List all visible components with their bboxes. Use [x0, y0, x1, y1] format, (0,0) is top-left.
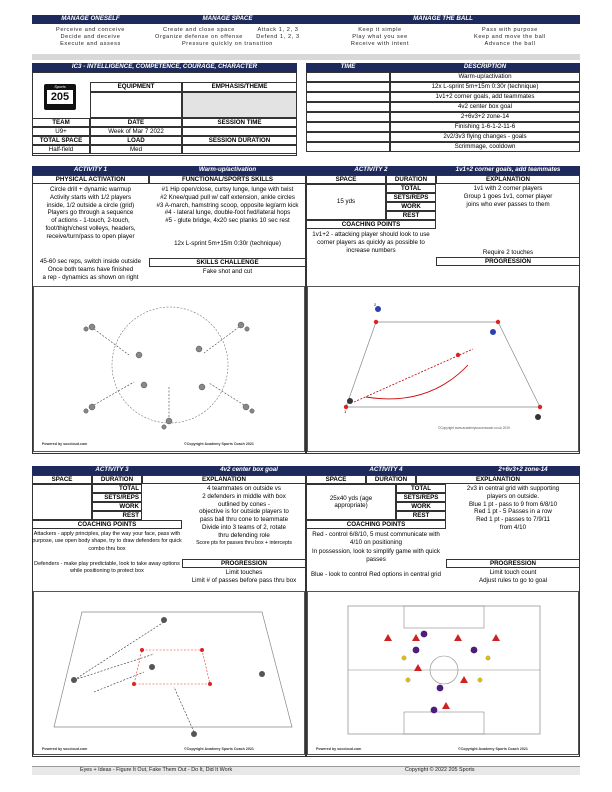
a4-rest: REST	[396, 511, 446, 520]
schedule-time	[306, 82, 390, 92]
activity-1-title: ACTIVITY 1	[32, 166, 149, 175]
session-time-header: SESSION TIME	[182, 118, 297, 127]
logo-sports-text: Sports	[54, 84, 66, 89]
a2-space-header: SPACE	[306, 175, 386, 184]
schedule-time	[306, 72, 390, 82]
schedule-time	[306, 132, 390, 142]
a3-coaching-text: Attackers - apply principles, play the way your face, pass with purpose, use open body shape, try to draw defenders for quick combo thru box	[32, 531, 182, 552]
a3-credit-left: Powered by soccloud.com	[42, 747, 88, 751]
a2-total: TOTAL	[386, 184, 436, 193]
a4-progression	[446, 569, 580, 585]
a4-duration-header: DURATION	[366, 475, 416, 484]
manage-space-left	[149, 27, 249, 41]
activity-3-diagram	[33, 591, 305, 755]
a3-duration-header: DURATION	[92, 475, 142, 484]
a4-explanation	[446, 485, 580, 532]
logo-number: 205	[47, 90, 73, 104]
a3-expl-line: 4 teammates on outside vs	[207, 485, 281, 492]
a1-right-line: #1 Hip open/close, curtsy lunge, lunge with twist	[161, 186, 294, 193]
manage-oneself-list	[32, 27, 149, 48]
a1-sprint-line: 12x L-sprint 5m+15m 0:30r (technique)	[174, 240, 281, 247]
a1-left-line: inside, 1/2 outside a circle (grid)	[46, 201, 135, 209]
activity-2-subtitle: 1v1+2 corner goals, add teammates	[436, 166, 580, 175]
space-line-bottom: Pressure quickly on transition	[181, 41, 274, 47]
a4-coaching-text-2: In possession, look to simplify game with quick passes	[312, 548, 440, 563]
a2-progression-note: Require 2 touches	[482, 249, 534, 256]
equipment-value	[90, 92, 182, 118]
ball-line: Advance the ball	[484, 41, 536, 47]
a4-expl-line: from 4/10	[499, 523, 527, 531]
ball-line: Keep it simple	[358, 27, 402, 33]
schedule-item: Scrimmage, cooldown	[390, 142, 580, 152]
footer-right: Copyright © 2022 205 Sports	[405, 767, 475, 773]
a1-right-line: #2 Knee/quad pull w/ calf extension, ankle circles	[160, 193, 295, 201]
schedule-time	[306, 102, 390, 112]
a4-space-header: SPACE	[306, 475, 366, 484]
space-line: Organize defense on offense	[155, 34, 243, 40]
physical-activation-text	[32, 186, 149, 241]
a4-expl-line: 2v3 in central grid with supporting	[466, 485, 560, 492]
date-header: DATE	[90, 118, 182, 127]
a3-space-header: SPACE	[32, 475, 92, 484]
ball-line: Play what you see	[352, 34, 408, 40]
activity-1-subtitle: Warm-up/activation	[149, 166, 306, 175]
activity-4-title: ACTIVITY 4	[306, 466, 466, 475]
schedule-time	[306, 112, 390, 122]
skills-challenge-header: SKILLS CHALLENGE	[149, 258, 306, 267]
schedule-table	[306, 72, 580, 152]
ball-line: Receive with intent	[350, 41, 410, 47]
session-duration-value	[182, 145, 297, 154]
a4-coaching-text: Red - control 6/8/10, 5 must communicate with 4/10 on positioning	[312, 531, 440, 546]
a4-expl-line: Red 1 pt - passes to 7/9/11	[476, 516, 550, 524]
session-duration-header: SESSION DURATION	[182, 136, 297, 145]
a3-expl-line: thru defending role	[218, 531, 270, 539]
a3-score-line: Score pts for passes thru box + intercepts	[196, 539, 292, 546]
emphasis-value	[182, 92, 297, 118]
a3-total: TOTAL	[92, 484, 142, 493]
a1-left-line: of actions - 1-touch, 2-touch,	[51, 217, 130, 225]
a2-explanation	[436, 185, 580, 208]
a4-credit-left: Powered by soccloud.com	[316, 747, 362, 751]
a3-explanation-header: EXPLANATION	[142, 475, 306, 484]
ball-line: Pass with purpose	[482, 27, 538, 33]
a3-coaching-header: COACHING POINTS	[32, 520, 182, 529]
a4-progression-header: PROGRESSION	[446, 559, 580, 568]
a1-right-line: #5 - glute bridge, 4x20 sec planks 10 sec rest	[165, 217, 290, 225]
a1-left-line: Players go through a sequence	[47, 209, 134, 217]
manage-ball-left	[320, 27, 440, 48]
physical-activation-text-2	[30, 258, 151, 281]
schedule-item: 1v1+2 corner goals, add teammates	[390, 92, 580, 102]
a4-expl-line: Red 1 pt - 5 Passes in a row	[474, 508, 552, 516]
schedule-item: Warm-up/activation	[390, 72, 580, 82]
oneself-line: Execute and assess	[60, 41, 121, 47]
functional-skills-text	[149, 186, 306, 225]
svg-text:1: 1	[344, 409, 347, 414]
a3-work: WORK	[92, 502, 142, 511]
a4-expl-line: players on outside.	[487, 492, 539, 500]
activity-4-diagram	[307, 591, 579, 755]
schedule-time	[306, 122, 390, 132]
schedule-item: 2v2/3v3 flying changes - goals	[390, 132, 580, 142]
activity-3-title: ACTIVITY 3	[32, 466, 192, 475]
session-time-value	[182, 127, 297, 136]
team-value: U9+	[32, 127, 90, 136]
a2-expl-line: Group 1 goes 1v1, corner player	[463, 192, 553, 200]
a3-progression-header: PROGRESSION	[182, 559, 306, 568]
schedule-time	[306, 92, 390, 102]
manage-ball-right	[440, 27, 580, 48]
a1-left-line: Once both teams have finished	[47, 265, 134, 273]
a4-expl-line: Blue 1 pt - pass to 9 from 6/8/10	[468, 500, 558, 508]
space-line: Create and close space	[163, 27, 235, 33]
skills-challenge-value: Fake shot and cut	[202, 268, 253, 275]
date-value: Week of Mar 7 2022	[90, 127, 182, 136]
a2-space-value: 15 yds	[306, 184, 386, 220]
schedule-item: 2+6v3+2 zone-14	[390, 112, 580, 122]
oneself-line: Perceive and conceive	[56, 27, 125, 33]
a4-explanation-header: EXPLANATION	[416, 475, 580, 484]
a4-progression-line: Limit touch count	[489, 569, 537, 576]
physical-activation-header: PHYSICAL ACTIVATION	[32, 175, 149, 184]
a3-expl-line: 2 defenders in middle with box	[202, 492, 286, 500]
a2-credit: ©Copyright www.academysoccercoach.co.uk 2019	[438, 426, 510, 430]
description-header: DESCRIPTION	[390, 63, 580, 72]
a1-left-line: foot/thigh/chest volleys, headers,	[45, 224, 136, 232]
schedule-time	[306, 142, 390, 152]
a2-expl-line: 1v1 with 2 corner players	[473, 185, 543, 192]
a2-coaching-header: COACHING POINTS	[306, 220, 436, 229]
activity-2-diagram	[307, 286, 579, 452]
a3-credit-right: ©Copyright Academy Sports Coach 2021	[184, 747, 254, 751]
space-line: Attack 1, 2, 3	[257, 27, 299, 33]
load-value: Med	[90, 145, 182, 154]
oneself-line: Decide and deceive	[60, 34, 121, 40]
emphasis-header: EMPHASIS/THEME	[182, 82, 297, 92]
schedule-item: Finishing 1-6-1-2-11-6	[390, 122, 580, 132]
a3-explanation	[182, 485, 306, 547]
a2-work: WORK	[386, 202, 436, 211]
ball-line: Keep and move the ball	[474, 34, 546, 40]
divider-bar	[32, 54, 580, 60]
total-space-value: Half-field	[32, 145, 90, 154]
svg-text:2: 2	[374, 302, 377, 307]
team-header: TEAM	[32, 118, 90, 127]
a3-space-value	[32, 484, 92, 520]
a1-left-line: Activity starts with 1/2 players	[49, 193, 132, 201]
a4-credit-right: ©Copyright Academy Sports Coach 2021	[458, 747, 528, 751]
space-line: Defend 1, 2, 3	[256, 34, 300, 40]
time-header: TIME	[306, 63, 390, 72]
a3-expl-line: outlined by cones -	[218, 500, 270, 508]
a4-coaching-header: COACHING POINTS	[306, 520, 446, 529]
manage-oneself-title: MANAGE ONESELF	[32, 15, 149, 24]
a1-left-line: a rep - dynamics as shown on right	[42, 273, 139, 281]
a3-expl-line: Divide into 3 teams of 2, rotate	[202, 523, 286, 531]
a4-sets: SETS/REPS	[396, 493, 446, 502]
manage-ball-title: MANAGE THE BALL	[306, 15, 580, 24]
schedule-item: 12x L-sprint 5m+15m 0:30r (technique)	[390, 82, 580, 92]
activity-2-title: ACTIVITY 2	[306, 166, 436, 175]
a4-progression-line: Adjust rules to go to goal	[478, 576, 548, 584]
a4-coaching-text-3: Blue - look to control Red options in central grid	[310, 571, 441, 578]
a2-expl-line: joins who ever passes to them	[466, 200, 550, 208]
a1-left-line: Circle drill + dynamic warmup	[50, 186, 131, 193]
a4-total: TOTAL	[396, 484, 446, 493]
ic3-title: IC3 - INTELLIGENCE, COMPETENCE, COURAGE, CHARACTER	[32, 63, 297, 72]
a4-work: WORK	[396, 502, 446, 511]
a1-right-line: #4 - lateral lunge, double-foot fwd/lateral hops	[164, 209, 291, 217]
activity-3-subtitle: 4v2 center box goal	[192, 466, 306, 475]
activity-1-diagram	[33, 286, 305, 452]
schedule-item: 4v2 center box goal	[390, 102, 580, 112]
a3-progression-line: Limit # of passes before pass thru box	[191, 576, 297, 584]
a2-explanation-header: EXPLANATION	[436, 175, 580, 184]
a3-expl-line: pass ball thru cone to teammate	[199, 516, 289, 524]
a1-credit-left: Powered by soccloud.com	[42, 442, 88, 446]
activity-4-subtitle: 2+6v3+2 zone-14	[466, 466, 580, 475]
total-space-header: TOTAL SPACE	[32, 136, 90, 145]
a1-left-line: receive/turn/pass to open player	[46, 232, 135, 240]
a3-rest: REST	[92, 511, 142, 520]
a2-rest: REST	[386, 211, 436, 220]
a3-expl-line: objective is for outside players to	[199, 508, 289, 516]
a3-progression	[182, 569, 306, 585]
a3-coaching-text-2: Defenders - make play predictable, look to take away options while positioning to protect box	[34, 561, 180, 575]
a1-left-line: 45-60 sec reps, switch inside outside	[39, 258, 142, 265]
a1-right-line: #3 A-march, hamstring scoop, opposite leg/arm kick	[156, 201, 299, 209]
manage-space-right	[250, 27, 306, 41]
manage-space-title: MANAGE SPACE	[149, 15, 306, 24]
sports-205-logo	[44, 84, 76, 110]
a2-duration-header: DURATION	[386, 175, 436, 184]
a3-progression-line: Limit touches	[225, 569, 263, 576]
footer-left: Eyes + Ideas - Figure It Out, Fake Them Out - Do It, Did It Work	[80, 767, 233, 773]
a4-space-value: 25x40 yds (age appropriate)	[306, 484, 396, 520]
load-header: LOAD	[90, 136, 182, 145]
a2-coaching-text: 1v1+2 - attacking player should look to use corner players as quickly as possible to increase numbers	[312, 231, 430, 254]
equipment-header: EQUIPMENT	[90, 82, 182, 92]
functional-skills-header: FUNCTIONAL/SPORTS SKILLS	[149, 175, 306, 184]
a3-sets: SETS/REPS	[92, 493, 142, 502]
a2-progression-header: PROGRESSION	[436, 257, 580, 266]
a2-sets: SETS/REPS	[386, 193, 436, 202]
a1-credit-right: ©Copyright Academy Sports Coach 2021	[184, 442, 254, 446]
